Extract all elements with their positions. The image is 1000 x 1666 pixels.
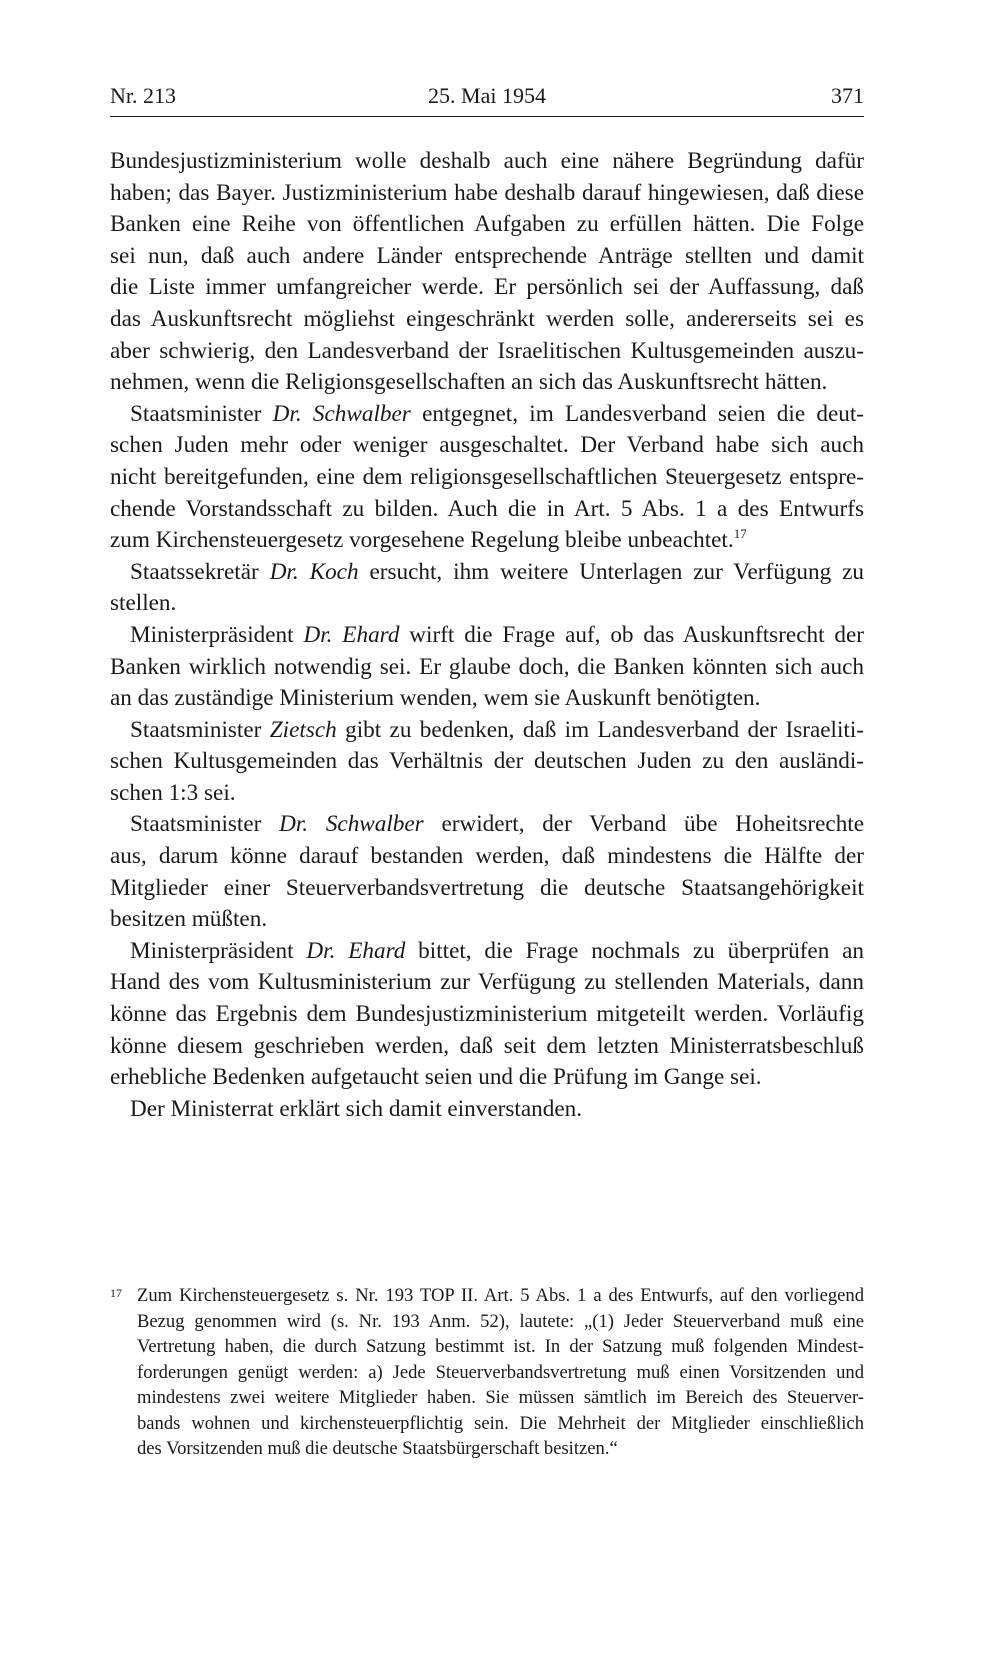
text-line: chende Vorstandsschaft zu bilden. Auch die in Art. 5 Abs. 1 a des Entwurfs — [110, 495, 864, 522]
footnote-line: des Vorsitzenden muß die deutsche Staatsbürgerschaft besitzen.“ — [137, 1438, 618, 1459]
footnote-17 — [110, 1283, 864, 1462]
text-line: an das zuständige Ministerium wenden, wem sie Auskunft benötigten. — [110, 685, 761, 712]
paragraph-schwalber-2 — [110, 809, 864, 935]
speaker-name: Dr. Schwalber — [272, 400, 411, 427]
speaker-name: Dr. Ehard — [303, 621, 400, 648]
running-header — [110, 82, 864, 116]
footnote-reference[interactable]: 17 — [733, 526, 747, 542]
footnote-text — [137, 1283, 864, 1462]
speaker-name: Zietsch — [269, 716, 337, 743]
text-line: zum Kirchensteuergesetz vorgesehene Regelung bleibe unbeachtet.$^{17}$ — [110, 526, 747, 554]
paragraph-koch — [110, 557, 864, 620]
footnote-line: Vertretung haben, die durch Satzung bestimmt ist. In der Satzung muß folgenden Mindest- — [137, 1336, 864, 1357]
text-line: Staatssekretär Dr. Koch ersucht, ihm weitere Unterlagen zur Verfügung zu — [130, 558, 864, 585]
text-line: sei nun, daß auch andere Länder entsprechende Anträge stellten und damit — [110, 242, 864, 269]
text-line: Hand des vom Kultusministerium zur Verfügung zu stellenden Materials, dann — [110, 969, 864, 996]
footnote-line: forderungen genügt werden: a) Jede Steuerverbandsvertretung muß einen Vorsitzenden und — [137, 1361, 864, 1383]
speaker-name: Dr. Schwalber — [279, 811, 424, 838]
speaker-role: Staatsminister — [130, 400, 262, 427]
text-line: Banken eine Reihe von öffentlichen Aufgaben zu erfüllen hätten. Die Folge — [110, 211, 864, 238]
header-rule — [110, 116, 864, 117]
speaker-role: Staatsminister — [130, 811, 262, 838]
text-line: aber schwierig, den Landesverband der Israelitischen Kultusgemeinden auszu- — [110, 337, 864, 364]
text-line: Ministerpräsident Dr. Ehard bittet, die Frage nochmals zu überprüfen an — [130, 937, 865, 964]
speaker-name: Dr. Koch — [269, 558, 359, 585]
text-line: Staatsminister Dr. Schwalber erwidert, der Verband übe Hoheitsrechte — [130, 811, 865, 838]
paragraph-continuation — [110, 146, 864, 399]
paragraph-conclusion — [110, 1094, 864, 1126]
document-number: Nr. 213 — [110, 83, 176, 108]
footnote-line: bands wohnen und kirchensteuerpflichtig sein. Die Mehrheit der Mitglieder einschließlich — [137, 1412, 864, 1434]
text-line: haben; das Bayer. Justizministerium habe deshalb darauf hingewiesen, daß diese — [110, 179, 864, 206]
paragraph-ehard-2 — [110, 936, 864, 1094]
paragraph-schwalber-1 — [110, 399, 864, 557]
text-line: Banken wirklich notwendig sei. Er glaube doch, die Banken könnten sich auch — [110, 653, 864, 680]
text-line: das Auskunftsrecht mögliehst eingeschränkt werden solle, andererseits sei es — [110, 305, 864, 332]
text-line: besitzen müßten. — [110, 906, 268, 933]
text-line: stellen. — [110, 590, 177, 617]
speaker-role: Ministerpräsident — [130, 621, 294, 648]
speaker-role: Staatssekretär — [130, 558, 259, 585]
paragraph-zietsch — [110, 715, 864, 810]
text-line: Der Ministerrat erklärt sich damit einverstanden. — [130, 1095, 582, 1122]
text-line: Staatsminister Dr. Schwalber entgegnet, im Landesverband seien die deut- — [130, 400, 865, 427]
text-line: nicht bereitgefunden, eine dem religionsgesellschaftlichen Steuergesetz entspre- — [110, 463, 864, 490]
text-line: schen Juden mehr oder weniger ausgeschaltet. Der Verband habe sich auch — [110, 432, 864, 459]
text-line: nehmen, wenn die Religionsgesellschaften an sich das Auskunftsrecht hätten. — [110, 369, 828, 396]
text-line: Mitglieder einer Steuerverbandsvertretung die deutsche Staatsangehörigkeit — [110, 874, 864, 901]
text-line: Staatsminister Zietsch gibt zu bedenken, daß im Landesverband der Israeliti- — [130, 716, 865, 743]
speaker-role: Staatsminister — [130, 716, 262, 743]
text-line: könne diesem geschrieben werden, daß seit dem letzten Ministerratsbeschluß — [110, 1032, 864, 1059]
text-line: aus, darum könne darauf bestanden werden, daß mindestens die Hälfte der — [110, 843, 864, 870]
text-line: die Liste immer umfangreicher werde. Er persönlich sei der Auffassung, daß — [110, 274, 864, 301]
footnote-line: Zum Kirchensteuergesetz s. Nr. 193 TOP II. Art. 5 Abs. 1 a des Entwurfs, auf den vorliegend — [137, 1285, 864, 1306]
text-line: schen 1:3 sei. — [110, 779, 236, 806]
main-text — [110, 146, 864, 1125]
speaker-name: Dr. Ehard — [306, 937, 406, 964]
text-line: Bundesjustizministerium wolle deshalb auch eine nähere Begründung dafür — [110, 148, 864, 174]
text-line: schen Kultusgemeinden das Verhältnis der deutschen Juden zu den ausländi- — [110, 748, 864, 775]
speaker-role: Ministerpräsident — [130, 937, 294, 964]
footnote-line: Bezug genommen wird (s. Nr. 193 Anm. 52), lautete: „(1) Jeder Steuerverband muß eine — [137, 1310, 864, 1332]
footnote-line: mindestens zwei weitere Mitglieder haben. Sie müssen sämtlich im Bereich des Steuerver- — [137, 1387, 864, 1408]
footnote-number: 17 — [110, 1286, 122, 1300]
header-date: 25. Mai 1954 — [428, 83, 546, 108]
paragraph-ehard-1 — [110, 620, 864, 715]
text-line: erhebliche Bedenken aufgetaucht seien und die Prüfung im Gange sei. — [110, 1064, 762, 1091]
text-line: könne das Ergebnis dem Bundesjustizministerium mitgeteilt werden. Vorläufig — [110, 1001, 864, 1028]
page-number: 371 — [831, 83, 864, 108]
text-line: Ministerpräsident Dr. Ehard wirft die Frage auf, ob das Auskunftsrecht der — [130, 621, 865, 648]
